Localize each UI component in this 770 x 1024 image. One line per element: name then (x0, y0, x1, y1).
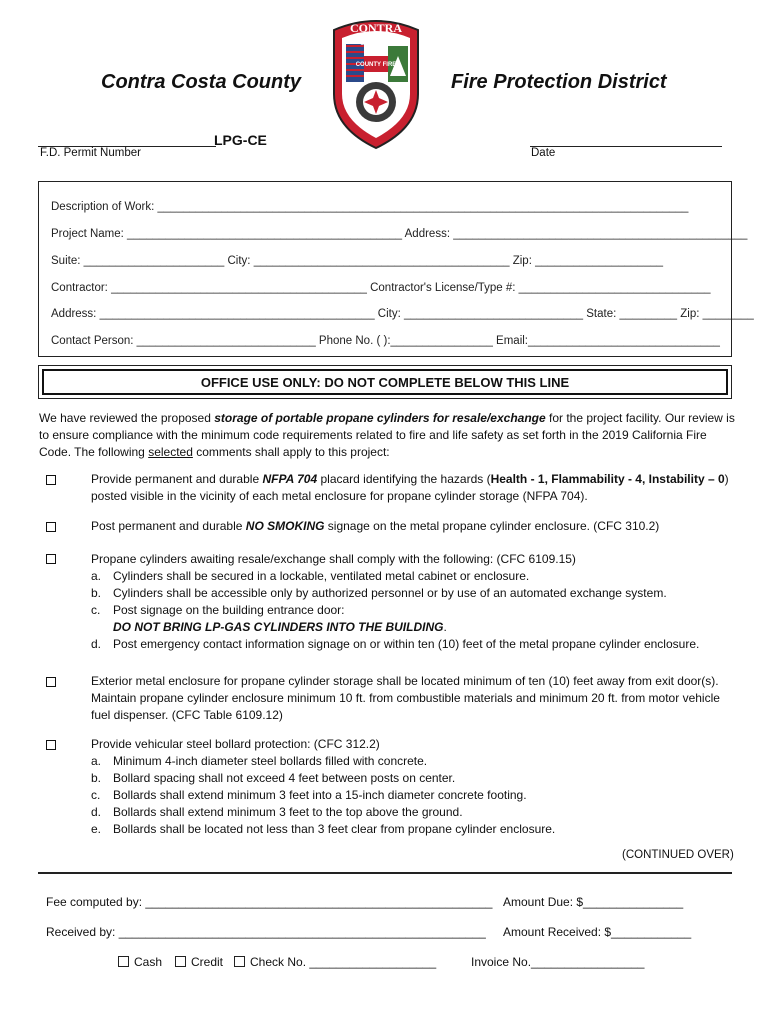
check-checkbox[interactable] (234, 956, 245, 967)
continued-over-note: (CONTINUED OVER) (622, 849, 734, 861)
logo-top-text: CONTRA (349, 21, 403, 35)
contractor-field[interactable]: Contractor: ________________________________________ Contractor's License/Type #: ______________________________ (51, 282, 711, 294)
item-checkbox[interactable] (46, 475, 56, 485)
project-name-address-field[interactable]: Project Name: ___________________________________________ Address: ______________________________________________ (51, 228, 748, 240)
item-cylinder-storage: Propane cylinders awaiting resale/exchange shall comply with the following: (CFC 6109.15) a. Cylinders shall be secured in a lockable, ventilated metal cabinet or enclosure. b. Cylinders shall be accessible only by authorized personnel or by use of an automated exchange system. c. Post signage on the building entrance door: DO NOT BRING LP-GAS CYLINDERS INTO THE BUILDING. d. Post emergency contact information signage on or within ten (10) feet of the metal propane cylinder enclosure. (91, 552, 700, 651)
item-checkbox[interactable] (46, 522, 56, 532)
date-label: Date (531, 147, 556, 159)
payment-cash-option[interactable]: Cash (118, 955, 162, 969)
logo-mid-text: COSTA (359, 37, 393, 48)
amount-due-field[interactable]: Amount Due: $_______________ (503, 895, 684, 909)
permit-number-label: F.D. Permit Number (40, 147, 141, 159)
credit-checkbox[interactable] (175, 956, 186, 967)
county-title: Contra Costa County (101, 71, 301, 93)
item-checkbox[interactable] (46, 677, 56, 687)
item-exterior-enclosure: Exterior metal enclosure for propane cylinder storage shall be located minimum of ten (10) feet away from exit door(s). Maintain propane cylinder enclosure minimum 10 ft. from combustible materials and minimum 20 ft. from motor vehicle fuel dispenser. (CFC Table 6109.12) (91, 674, 720, 722)
cash-checkbox[interactable] (118, 956, 129, 967)
permit-suffix: LPG-CE (214, 132, 267, 148)
payment-credit-option[interactable]: Credit (175, 955, 223, 969)
amount-received-field[interactable]: Amount Received: $____________ (503, 925, 692, 939)
received-by-field[interactable]: Received by: _______________________________________________________ (46, 925, 486, 939)
fee-section-divider (38, 872, 732, 874)
date-line[interactable] (530, 146, 722, 147)
district-title: Fire Protection District (451, 71, 667, 93)
item-checkbox[interactable] (46, 554, 56, 564)
office-use-text: OFFICE USE ONLY: DO NOT COMPLETE BELOW THIS LINE (42, 369, 728, 395)
intro-paragraph: We have reviewed the proposed storage of portable propane cylinders for resale/exchange for the project facility. Our review is to ensure compliance with the minimum code requirements related to fire and life safety as set forth in the 2019 California Fire Code. The following selected comments shall apply to this project: (39, 411, 735, 459)
fee-computed-by-field[interactable]: Fee computed by: ____________________________________________________ (46, 895, 493, 909)
fire-district-logo (324, 16, 428, 150)
item-bollard-protection: Provide vehicular steel bollard protection: (CFC 312.2) a. Minimum 4-inch diameter steel bollards filled with concrete. b. Bollard spacing shall not exceed 4 feet between posts on center. c. Bollards shall extend minimum 3 feet into a 15-inch diameter concrete footing. d. Bollards shall extend minimum 3 feet to the top above the ground. e. Bollards shall be located not less than 3 feet clear from propane cylinder enclosure. (91, 737, 556, 836)
office-use-banner (38, 365, 732, 399)
contractor-address-field[interactable]: Address: ___________________________________________ City: ____________________________ State: _________ Zip: ________ (51, 308, 754, 320)
description-of-work-field[interactable]: Description of Work: ___________________________________________________________________________________ (51, 201, 689, 213)
contact-person-field[interactable]: Contact Person: ____________________________ Phone No. ( ):________________ Email:______________________________ (51, 335, 720, 347)
item-no-smoking-signage: Post permanent and durable NO SMOKING signage on the metal propane cylinder enclosure. (CFC 310.2) (91, 519, 660, 533)
item-checkbox[interactable] (46, 740, 56, 750)
suite-city-zip-field[interactable]: Suite: ______________________ City: ________________________________________ Zip: ____________________ (51, 255, 664, 267)
payment-check-option[interactable]: Check No. ___________________ (234, 955, 436, 969)
logo-county-text: COUNTY FIRE (355, 62, 397, 68)
invoice-number-field[interactable]: Invoice No._________________ (471, 955, 645, 969)
item-nfpa-704-placard: Provide permanent and durable NFPA 704 placard identifying the hazards (Health - 1, Flammability - 4, Instability – 0) posted visible in the vicinity of each metal enclosure for propane cylinder storage (NFPA 704). (91, 472, 729, 503)
